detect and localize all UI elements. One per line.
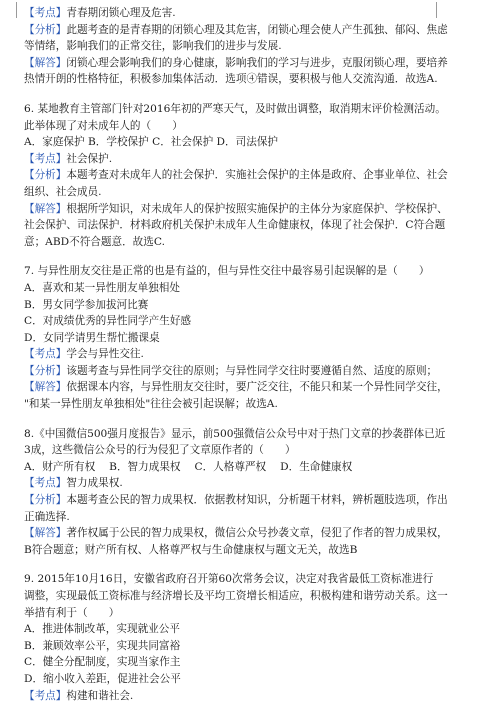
document-line xyxy=(24,297,476,314)
section-tag: 【分析】 xyxy=(24,364,67,377)
section-tag: 【解答】 xyxy=(24,202,67,215)
document-line xyxy=(24,459,476,476)
line-text: B．兼顾效率公平，实现共同富裕 xyxy=(24,639,181,652)
section-tag: 【解答】 xyxy=(24,527,67,540)
line-text: 著作权属于公民的智力成果权，微信公众号抄袭文章，侵犯了作者的智力成果权， xyxy=(66,527,448,540)
document-line xyxy=(24,71,476,88)
line-text: 8.《中国微信500强月度报告》显示，前500强微信公众号中对于热门文章的抄袭群体已近 xyxy=(24,427,446,440)
line-text: B符合题意；财产所有权、人格尊严权与生命健康权与题文无关，故选B xyxy=(24,543,358,556)
paragraph-gap xyxy=(24,558,476,571)
document-line xyxy=(24,280,476,297)
line-text: C．健全分配制度，实现当家作主 xyxy=(24,656,181,669)
document-line xyxy=(24,167,476,184)
document-line xyxy=(24,426,476,443)
document-line xyxy=(24,654,476,671)
document-line xyxy=(24,396,476,413)
page-corner-mark-left xyxy=(16,2,17,18)
line-text: 9. 2015年10月16日，安徽省政府召开第60次常务会议，决定对我省最低工资标准进行 xyxy=(24,573,434,586)
line-text: 青春期闭锁心理及危害. xyxy=(66,7,176,19)
section-tag: 【分析】 xyxy=(24,169,67,182)
document-line xyxy=(24,638,476,655)
line-text: 举措有利于（ ） xyxy=(24,606,120,619)
line-text: 闭锁心理会影响我们的身心健康，影响我们的学习与进步，克服闭锁心理，要培养 xyxy=(66,56,448,69)
document-line xyxy=(24,134,476,151)
line-text: 7. 与异性朋友交往是正常的也是有益的，但与异性交往中最容易引起误解的是（ ） xyxy=(24,265,430,278)
section-tag: 【考点】 xyxy=(24,348,67,361)
line-text: B．男女同学参加拔河比赛 xyxy=(24,298,149,311)
document-line xyxy=(24,671,476,688)
document-line xyxy=(24,621,476,638)
line-text: 此举体现了对未成年人的（ ） xyxy=(24,119,183,132)
section-tag: 【解答】 xyxy=(24,56,67,69)
document-line xyxy=(24,313,476,330)
document-line xyxy=(24,55,476,72)
paragraph-gap xyxy=(24,413,476,426)
line-text: 3成，这些微信公众号的行为侵犯了文章原作者的（ ） xyxy=(24,444,296,457)
document-line xyxy=(24,688,476,705)
document-line xyxy=(24,379,476,396)
document-line xyxy=(24,22,476,39)
section-tag: 【考点】 xyxy=(24,477,67,490)
line-text: 此题考查的是青春期的闭锁心理及其危害，闭锁心理会使人产生孤独、郁闷、焦虑 xyxy=(66,23,448,36)
line-text: C．对成绩优秀的异性同学产生好感 xyxy=(24,315,192,328)
line-text: 智力成果权. xyxy=(66,477,123,490)
line-text: D．缩小收入差距，促进社会公平 xyxy=(24,672,181,685)
line-text: 组织、社会成员. xyxy=(24,185,102,198)
document-line xyxy=(24,492,476,509)
section-tag: 【考点】 xyxy=(24,152,67,165)
line-text: 等情绪，影响我们的正常交往，影响我们的进步与发展. xyxy=(24,40,282,53)
section-tag: 【解答】 xyxy=(24,381,67,394)
document-line xyxy=(24,605,476,622)
document-line xyxy=(24,217,476,234)
document-line xyxy=(24,509,476,526)
document-line xyxy=(24,101,476,118)
line-text: "和某一异性朋友单独相处"往往会被引起误解；故选A. xyxy=(24,398,278,411)
section-tag: 【考点】 xyxy=(24,689,67,702)
line-text: 热情开朗的性格特征，积极参加集体活动．选项④错误，要积极与他人交流沟通．故选A. xyxy=(24,73,438,86)
line-text: A．财产所有权 B．智力成果权 C．人格尊严权 D．生命健康权 xyxy=(24,460,353,473)
document-line xyxy=(24,542,476,559)
line-text: 依据课本内容，与异性朋友交往时，要广泛交往，不能只和某一个异性同学交往， xyxy=(66,381,448,394)
line-text: 该题考查与异性同学交往的原则；与异性同学交往时要遵循自然、适度的原则； xyxy=(66,364,438,377)
document-line xyxy=(24,363,476,380)
line-text: 本题考查对未成年人的社会保护．实施社会保护的主体是政府、企事业单位、社会 xyxy=(66,169,448,182)
document-line xyxy=(24,5,476,22)
line-text: 学会与异性交往. xyxy=(66,348,144,361)
line-text: 调整，实现最低工资标准与经济增长及平均工资增长相适应，积极构建和谐劳动关系。这一 xyxy=(24,590,448,602)
document-line xyxy=(24,151,476,168)
document-line xyxy=(24,118,476,135)
document-line xyxy=(24,475,476,492)
line-text: 社会保护、司法保护．材料政府机关保护未成年人生命健康权，体现了社会保护．C符合题 xyxy=(24,219,446,232)
line-text: 正确选择. xyxy=(24,510,70,523)
line-text: 构建和谐社会. xyxy=(66,689,134,702)
document-line xyxy=(24,525,476,542)
section-tag: 【考点】 xyxy=(24,7,67,19)
section-tag: 【分析】 xyxy=(24,23,67,36)
line-text: D．女同学请男生帮忙搬课桌 xyxy=(24,331,160,344)
document-line xyxy=(24,346,476,363)
document-line xyxy=(24,442,476,459)
document-body xyxy=(24,5,476,704)
paragraph-gap xyxy=(24,88,476,101)
document-line xyxy=(24,330,476,347)
document-line xyxy=(24,263,476,280)
document-line xyxy=(24,184,476,201)
line-text: A．家庭保护 B．学校保护 C．社会保护 D．司法保护 xyxy=(24,136,279,149)
document-line xyxy=(24,38,476,55)
line-text: 意；ABD不符合题意．故选C. xyxy=(24,235,165,248)
line-text: A．推进体制改革，实现就业公平 xyxy=(24,623,180,636)
document-line xyxy=(24,234,476,251)
paragraph-gap xyxy=(24,250,476,263)
line-text: 社会保护. xyxy=(66,152,113,165)
line-text: 6. 某地教育主管部门针对2016年初的严寒天气，及时做出调整，取消期末评价检测活动。 xyxy=(24,102,446,115)
line-text: 本题考查公民的智力成果权．依据教材知识，分析题干材料，辨析题肢选项，作出 xyxy=(66,494,448,507)
document-line xyxy=(24,201,476,218)
section-tag: 【分析】 xyxy=(24,494,67,507)
line-text: 根据所学知识，对未成年人的保护按照实施保护的主体分为家庭保护、学校保护、 xyxy=(66,202,448,215)
document-line xyxy=(24,588,476,605)
document-line xyxy=(24,571,476,588)
line-text: A．喜欢和某一异性朋友单独相处 xyxy=(24,281,180,294)
